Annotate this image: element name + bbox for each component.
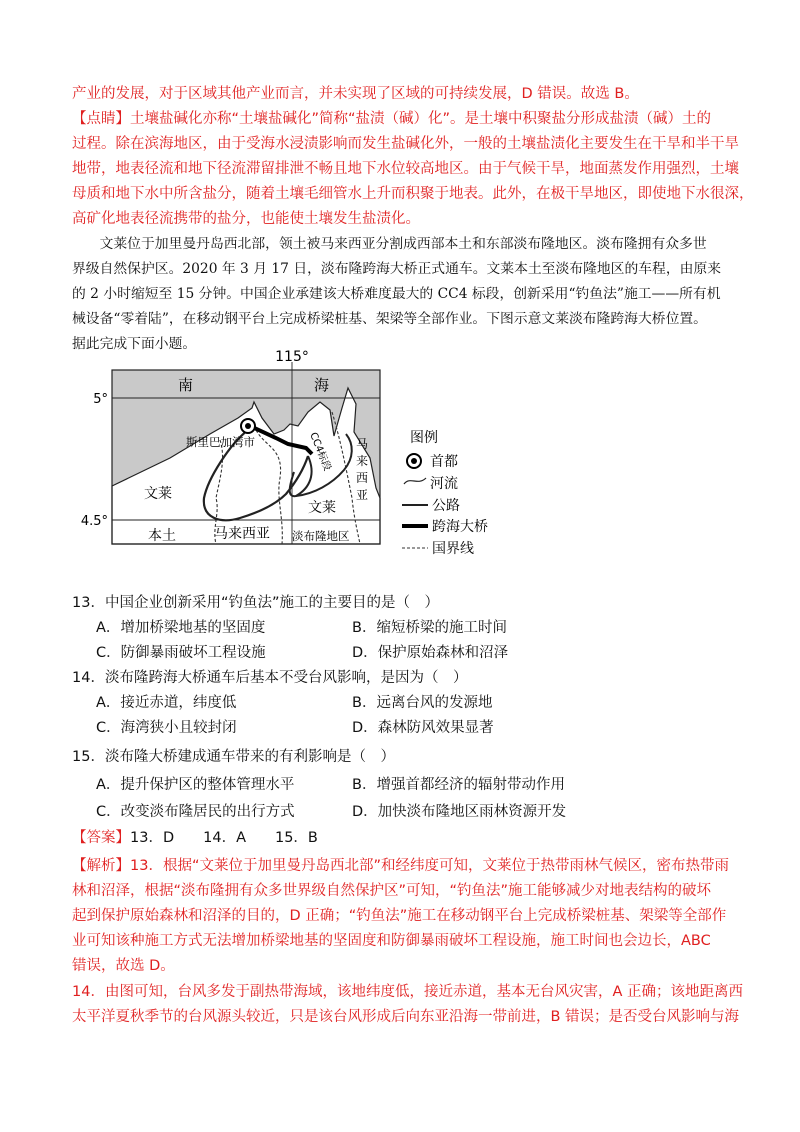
question-stem: 13．中国企业创新采用“钓鱼法”施工的主要目的是（ ） [72,595,439,611]
question-option: B．远离台风的发源地 [352,695,493,711]
question-option: C．海湾狭小且较封闭 [96,720,237,736]
latitude-label-bottom: 4.5° [80,514,108,529]
question-stem: 15．淡布隆大桥建成通车带来的有利影响是（ ） [72,749,395,765]
question-option: B．缩短桥梁的施工时间 [352,620,507,636]
question-option: D．保护原始森林和沼泽 [352,645,509,661]
question-option: D．加快淡布隆地区雨林资源开发 [352,804,567,820]
text-line: 母质和地下水中所含盐分，随着土壤毛细管水上升而积聚于地表。此外，在极干旱地区，即使地下水很深， [72,186,754,202]
text-line: 过程。除在滨海地区，由于受海水浸渍影响而发生盐碱化外，一般的土壤盐渍化主要发生在干旱和半干旱 [72,136,739,152]
question-option: B．增强首都经济的辐射带动作用 [352,777,565,793]
analysis-line: 14．由图可知，台风多发于副热带海域，该地纬度低，接近赤道，基本无台风灾害，A 正确；该地距离西 [72,984,743,1000]
question-stem: 14．淡布隆跨海大桥通车后基本不受台风影响，是因为（ ） [72,670,468,686]
malaysia-vertical-label: 西 [356,471,369,485]
question-option: A．增加桥梁地基的坚固度 [96,620,266,636]
passage-line: 文莱位于加里曼丹岛西北部，领土被马来西亚分割成西部本土和东部淡布隆地区。淡布隆拥有众多世 [72,236,707,252]
analysis-line: 错误，故选 D。 [72,958,175,974]
legend-title: 图例 [410,430,438,446]
analysis-line: 林和沼泽，根据“淡布隆拥有众多世界级自然保护区”可知，“钓鱼法”施工能够减少对地表结构的破坏 [72,883,712,899]
malaysia-vertical-label: 来 [356,454,369,468]
legend-item: 公路 [432,498,460,514]
capital-marker-dot [245,423,251,429]
malaysia-vertical-label: 亚 [356,488,369,502]
legend-item: 跨海大桥 [432,519,488,535]
region-label: 本土 [148,528,176,544]
passage-line: 的 2 小时缩短至 15 分钟。中国企业承建该大桥难度最大的 CC4 标段，创新采用“钓鱼法”施工——所有机 [72,286,721,302]
question-option: D．森林防风效果显著 [352,720,494,736]
text-line: 产业的发展，对于区域其他产业而言，并未实现了区域的可持续发展，D 错误。故选 B。 [72,86,639,102]
question-option: C．改变淡布隆居民的出行方式 [96,804,295,820]
analysis-line: 太平洋夏秋季节的台风源头较近，只是该台风形成后向东亚沿海一带前进，B 错误；是否受台风影响与海 [72,1009,740,1025]
question-option: A．接近赤道，纬度低 [96,695,237,711]
sea-label: 海 [314,376,330,394]
brunei-bridge-map [70,348,510,570]
legend-river-icon [404,478,426,484]
latitude-label-top: 5° [93,392,108,407]
text-line: 地带，地表径流和地下径流滞留排泄不畅且地下水位较高地区。由于气候干旱，地面蒸发作用强烈，土壤 [72,161,739,177]
answer-text: 13．D 14．A 15．B [130,830,318,846]
region-label: 文莱 [144,486,172,502]
answer-tag: 【答案】 [72,830,130,846]
bridge-label: CC4标段 [307,431,333,473]
capital-label: 斯里巴加湾市 [186,435,255,449]
analysis-line: 【解析】13．根据“文莱位于加里曼丹岛西北部”和经纬度可知，文莱位于热带雨林气候区，密布热带雨 [72,858,729,874]
question-option: C．防御暴雨破坏工程设施 [96,645,266,661]
passage-line: 械设备“零着陆”，在移动钢平台上完成桥梁桩基、架梁等全部作业。下图示意文莱淡布隆跨海大桥位置。 [72,311,707,327]
legend-item: 河流 [430,476,458,492]
region-label: 马来西亚 [214,526,270,542]
passage-line: 界级自然保护区。2020 年 3 月 17 日，淡布隆跨海大桥正式通车。文莱本土至淡布隆地区的车程，由原来 [72,261,722,277]
legend-item: 国界线 [432,541,474,557]
sea-label: 南 [178,376,194,394]
legend-item: 首都 [430,454,458,470]
passage-line: 据此完成下面小题。 [72,336,197,352]
question-option: A．提升保护区的整体管理水平 [96,777,295,793]
analysis-line: 起到保护原始森林和沼泽的目的，D 正确；“钓鱼法”施工在移动钢平台上完成桥梁桩基、架梁等全部作 [72,908,727,924]
region-label: 淡布隆地区 [292,529,350,543]
region-label: 文莱 [308,500,336,516]
text-line: 【点睛】土壤盐碱化亦称“土壤盐碱化”简称“盐渍（碱）化”。是土壤中积聚盐分形成盐渍（碱）土的 [72,111,712,127]
longitude-label: 115° [275,349,309,365]
answer-line [72,828,318,848]
text-line: 高矿化地表径流携带的盐分，也能使土壤发生盐渍化。 [72,211,420,227]
analysis-line: 业可知该种施工方式无法增加桥梁地基的坚固度和防御暴雨破坏工程设施，施工时间也会边长，ABC [72,933,711,949]
malaysia-vertical-label: 马 [356,437,369,451]
